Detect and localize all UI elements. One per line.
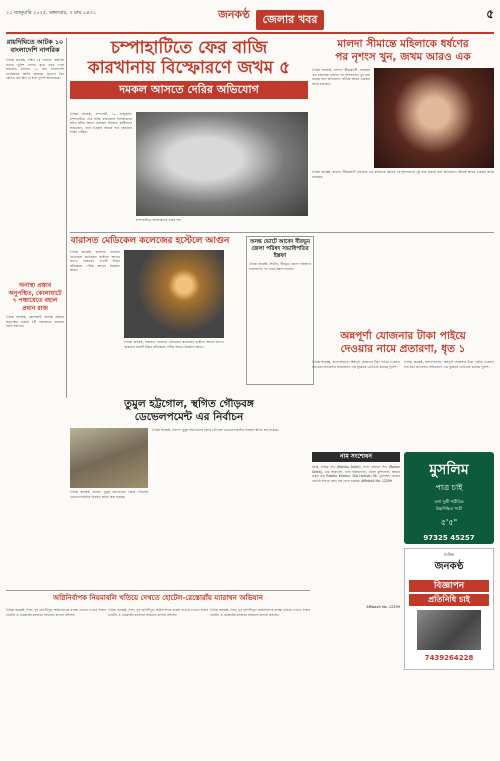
malda-story — [312, 38, 494, 64]
date-line: ২১ জানুয়ারি ২০২৫, মঙ্গলবার, ৭ মাঘ ১৪৩১ — [6, 10, 97, 16]
gour-story — [70, 398, 308, 424]
barasat-photo — [124, 250, 224, 338]
main-photo-caption: চম্পাহাটিতে বিস্ফোরণের পরের দৃশ্য — [136, 218, 181, 222]
gour-photo — [70, 428, 148, 488]
jk-ad-tag1: বিজ্ঞাপন — [409, 580, 489, 592]
barasat-story — [70, 236, 230, 247]
gour-body: দৈনিক জনকণ্ঠ, মালদা: তুমুল হট্টগোলের জেরে গৌড়বঙ্গ ডেভেলপমেন্টের নির্বাচন স্থগিত করা হয়েছে। — [70, 490, 148, 499]
side-brief-headline: অনন্ত ভোটে আবেদ বীরভূম জেলা পরিষদ সভাধিপতির ইস্তফা — [249, 239, 311, 259]
name-notice — [312, 452, 400, 609]
matrimonial-ad — [404, 452, 494, 544]
main-story-body: দৈনিক জনকণ্ঠ, চম্পাহাটি, ২০ জানুয়ারি: চম্পাহাটিতে ফের বাজি কারখানায় বিস্ফোরণের ঘটনা ঘটল। আহত হয়েছেন পাঁচজন। স্থানীয়দের অভিযোগ, খবর দেওয়ার অনেক পরে দমকলের ইঞ্জিন পৌঁছয়। — [70, 112, 132, 135]
page-header — [6, 4, 494, 34]
affidavit-number: Affidavit No. 12299 — [366, 605, 400, 609]
janakantha-ad — [404, 548, 494, 670]
annapurna-body: দৈনিক জনকণ্ঠ, জলপাইগুড়ি: অন্নপূর্ণা যোজনার টাকা পাইয়ে দেওয়ার নাম করে প্রতারণার অভিযোগে এক যুবককে গ্রেফতার করেছে পুলিশ। — [312, 360, 400, 369]
bottom-divider — [6, 590, 310, 591]
jk-ad-tag2: প্রতিনিধি চাই — [409, 594, 489, 606]
jk-ad-brand-small: দৈনিক — [443, 552, 455, 557]
main-headline-line1: চম্পাহাটিতে ফের বাজি — [110, 38, 268, 58]
section-title: জেলার খবর — [256, 10, 324, 30]
jk-ad-brand-big: জনকণ্ঠ — [434, 561, 464, 572]
gour-body-continued: দৈনিক জনকণ্ঠ, মালদা: তুমুল হট্টগোলের জেরে গৌড়বঙ্গ ডেভেলপমেন্টের নির্বাচন স্থগিত করা হয়েছে। — [152, 428, 279, 432]
ad-line2: উচ্চশিক্ষিত পাত্রী — [435, 506, 463, 511]
main-subhead: দমকল আসতে দেরির অভিযোগ — [70, 81, 308, 99]
barasat-body-continued: দৈনিক জনকণ্ঠ, বারাসত: বারাসত মেডিকেল কলেজের হস্টেলে আগুন লাগে। দমকলের তিনটি ইঞ্জিন ঘটনাস্থলে পৌঁছে আগুন নিয়ন্ত্রণে আনে। — [124, 340, 224, 349]
bottom-body-col3: দৈনিক জনকণ্ঠ, দিঘা, পূর্ব মেদিনীপুর: অগ্নিনির্বাপক ব্যবস্থা খতিয়ে দেখতে দিঘার হোটেল ও রেস্তোরাঁয় ম্যারাথন অভিযান চালাল প্রশাসন। — [210, 608, 310, 617]
main-story-photo — [136, 112, 308, 216]
annapurna-headline-line2: দেওয়ার নামে প্রতারণা, ধৃত ১ — [340, 343, 466, 355]
gour-headline-line1: তুমুল হট্টগোল, স্থগিত গৌড়বঙ্গ — [124, 398, 254, 410]
main-headline-line2: কারখানায় বিস্ফোরণে জখম ৫ — [87, 58, 291, 78]
brand-logo: জনকণ্ঠ — [218, 8, 250, 21]
name-notice-body: আমি, হাকিম শেখ (Rakibu Seikh), পিতা রোহেল শেখ (Rohen Seikh), গ্রাম আমতলা, থানা হরিহরপাড়া, জেলা মুর্শিদাবাদ। আমার প্রকৃত নাম Rakibu Khatun, D/o Hochen Sk. ভুলবশত কোনো কোনো নথিতে অন্য নাম লেখা হয়েছে। Affidavit No. 12299 — [312, 465, 400, 483]
bottom-headline: অগ্নিনির্বাপক নিয়মাবলি খতিয়ে দেখতে হোটেল-রেস্তোরাঁয় ম্যারাথন অভিযান — [53, 594, 263, 602]
left-brief-headline: রায়দিঘিতে আটক ১০ বাংলাদেশি নাগরিক — [6, 38, 64, 54]
ad-height: ৫'৫" — [440, 518, 458, 527]
left-story-2 — [6, 282, 64, 555]
gour-headline-line2: ডেভেলপমেন্ট এর নির্বাচন — [134, 411, 244, 423]
left-story-2-body: দৈনিক জনকণ্ঠ, কোলাঘাট: অনাস্থা প্রস্তাবে অনুপস্থিত থাকায় ৭টি পঞ্চায়েতে প্রধানরা বহাল রইলেন। — [6, 315, 64, 329]
left-story-2-headline: অনাস্থা প্রস্তাব অনুপস্থিত, কোলাঘাটে ৭ পঞ্চায়েতে বহাল প্রধান রাজ — [8, 282, 62, 312]
page-number: ৫ — [486, 7, 494, 21]
jk-ad-image — [417, 610, 481, 650]
malda-headline-line2: পর নৃশংস খুন, জখম আরও এক — [335, 51, 471, 63]
left-brief-body: দৈনিক জনকণ্ঠ, দক্ষিণ ২৪ পরগনা: রায়দিঘি থানার পুলিশ গোপন সূত্রে খবর পেয়ে অভিযান চালিয়ে ১০ জন বাংলাদেশি নাগরিককে আটক করেছে। ধৃতদের বৈধ কোনও নথি ছিল না বলে পুলিশ জানিয়েছে। — [6, 58, 64, 81]
side-brief — [246, 236, 314, 385]
section-divider — [70, 232, 494, 233]
bottom-body-col1: দৈনিক জনকণ্ঠ, দিঘা, পূর্ব মেদিনীপুর: অগ্নিনির্বাপক ব্যবস্থা খতিয়ে দেখতে দিঘার হোটেল ও রেস্তোরাঁয় ম্যারাথন অভিযান চালাল প্রশাসন। — [6, 608, 106, 617]
barasat-body: দৈনিক জনকণ্ঠ, বারাসত: বারাসত মেডিকেল কলেজের হস্টেলে আগুন লাগে। দমকলের তিনটি ইঞ্জিন ঘটনাস্থলে পৌঁছে আগুন নিয়ন্ত্রণে আনে। — [70, 250, 120, 273]
name-notice-title: নাম সংশোধন — [312, 452, 400, 462]
bottom-body-col2: দৈনিক জনকণ্ঠ, দিঘা, পূর্ব মেদিনীপুর: অগ্নিনির্বাপক ব্যবস্থা খতিয়ে দেখতে দিঘার হোটেল ও রেস্তোরাঁয় ম্যারাথন অভিযান চালাল প্রশাসন। — [108, 608, 208, 617]
side-brief-body: দৈনিক জনকণ্ঠ, সিউড়ি, বীরভূম: জেলা পরিষদের সভাধিপতি পদ থেকে ইস্তফা দিলেন। — [249, 262, 311, 271]
bottom-story — [6, 594, 310, 603]
ad-title: মুসলিম — [429, 462, 469, 478]
malda-body-continued: দৈনিক জনকণ্ঠ, মালদা: সীমান্তবর্তী এলাকায় এক মহিলাকে ধর্ষণের পর নৃশংসভাবে খুন করা হয়েছে বলে অভিযোগ। ঘটনায় আরও একজন জখম হয়েছেন। — [312, 170, 494, 179]
malda-body: দৈনিক জনকণ্ঠ, মালদা: সীমান্তবর্তী এলাকায় এক মহিলাকে ধর্ষণের পর নৃশংসভাবে খুন করা হয়েছে বলে অভিযোগ। ঘটনায় আরও একজন জখম হয়েছেন। — [312, 68, 370, 86]
annapurna-headline-line1: অন্নপূর্ণা যোজনার টাকা পাইয়ে — [340, 330, 466, 342]
ad-subtitle: পাত্র চাই — [435, 483, 463, 492]
annapurna-body-continued: দৈনিক জনকণ্ঠ, জলপাইগুড়ি: অন্নপূর্ণা যোজনার টাকা পাইয়ে দেওয়ার নাম করে প্রতারণার অভিযোগে এক যুবককে গ্রেফতার করেছে পুলিশ। — [404, 360, 494, 369]
main-story — [70, 38, 308, 99]
column-divider — [66, 38, 67, 398]
left-brief — [6, 38, 64, 218]
annapurna-story — [312, 330, 494, 356]
ad-phone: 97325 45257 — [423, 534, 475, 542]
malda-headline-line1: মালদা সীমান্তে মহিলাকে ধর্ষণের — [337, 38, 469, 50]
ad-line1: ফর্সা সুশ্রী শারীরিক — [434, 499, 464, 504]
barasat-headline: বারাসত মেডিকেল কলেজের হস্টেলে আগুন — [70, 236, 230, 246]
jk-ad-phone: 7439264228 — [424, 654, 474, 662]
malda-photo — [374, 68, 494, 168]
